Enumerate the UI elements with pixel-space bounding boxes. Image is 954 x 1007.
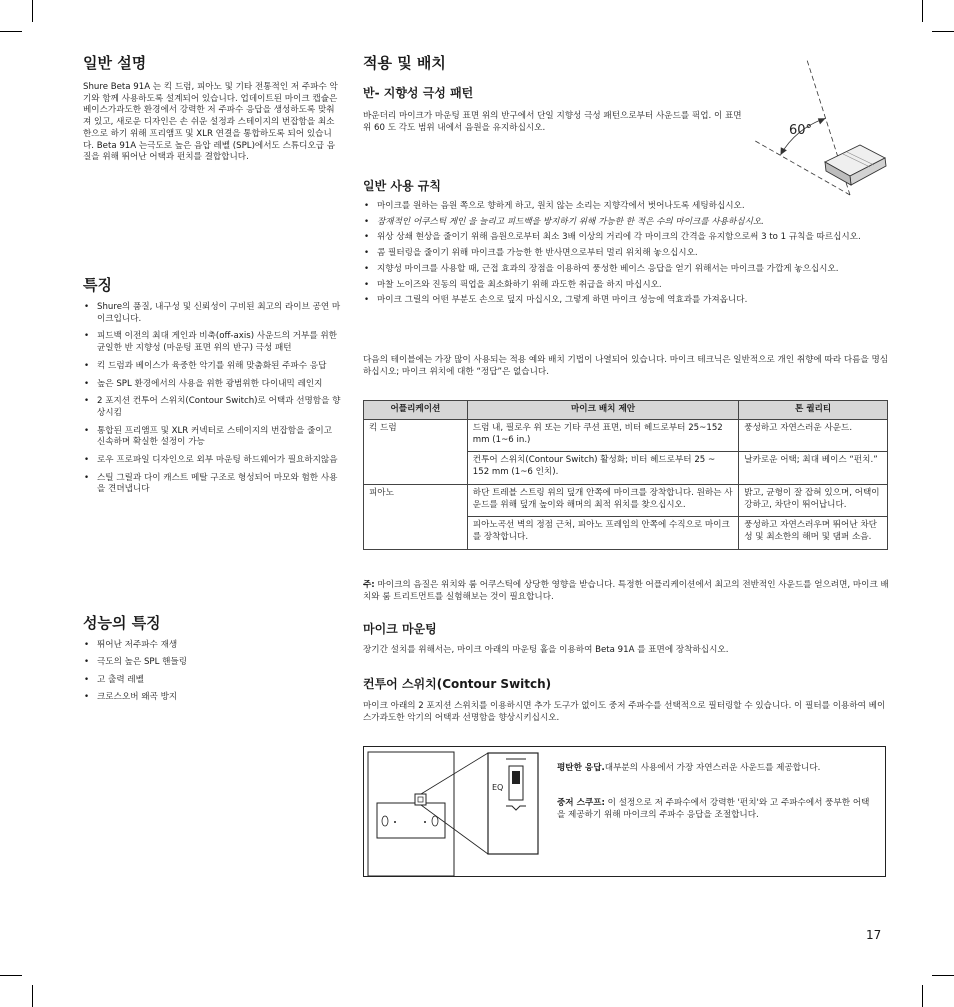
list-item: • Shure의 품질, 내구성 및 신뢰성이 구비된 최고의 라이브 공연 마이크입니다. bbox=[83, 302, 341, 325]
table-intro: 다음의 테이블에는 가장 많이 사용되는 적용 예와 배치 기법이 나열되어 있습니다. 마이크 테크닉은 일반적으로 개인 취향에 따라 다름을 명심하십시오; 마이크 위치에 대한 “정답”은 없습니다. bbox=[363, 355, 889, 377]
angle-label: 60° bbox=[789, 123, 813, 138]
arc-arrowhead bbox=[781, 147, 787, 155]
table-cell: 드럼 내, 필로우 위 또는 기타 쿠션 표면, 비터 헤드로부터 25~152 mm (1~6 in.) bbox=[467, 420, 738, 452]
list-item: • 콤 필터링을 줄이기 위해 마이크를 가능한 한 반사면으로부터 멀리 위치해 놓으십시오. bbox=[363, 248, 893, 260]
list-item: • 위상 상쇄 현상을 줄이기 위해 음원으로부터 최소 3배 이상의 거리에 각 마이크의 간격을 유지함으로써 3 to 1 규칙을 따르십시오. bbox=[363, 232, 893, 244]
rules-list bbox=[363, 201, 893, 307]
crop-mark bbox=[32, 985, 33, 1007]
crop-mark bbox=[0, 975, 22, 976]
list-item: • 고 출력 레벨 bbox=[83, 675, 341, 687]
flat-label: 평탄한 응답. bbox=[557, 763, 605, 773]
features-title: 특징 bbox=[83, 276, 112, 294]
list-item: • 로우 프로파일 디자인으로 외부 마운팅 하드웨어가 필요하지않음 bbox=[83, 455, 341, 467]
contour-switch-illustration bbox=[363, 746, 553, 877]
column-header: 톤 퀄리티 bbox=[739, 401, 888, 420]
table-cell: 풍성하고 자연스러운 사운드. bbox=[739, 420, 888, 452]
flat-response-text bbox=[557, 763, 873, 775]
scoop-response-text bbox=[557, 798, 873, 821]
list-item: • 피드백 이전의 최대 게인과 비축(off-axis) 사운드의 거부를 위한 균일한 반 지향성 (마운팅 표면 위의 반구) 극성 패턴 bbox=[83, 331, 341, 354]
note-text: 마이크의 음질은 위치와 룸 어쿠스틱에 상당한 영향을 받습니다. 특정한 어플리케이션에서 최고의 전반적인 사운드를 얻으려면, 마이크 배치와 룸 트리트먼트를 실험해보는 것이 필요합니다. bbox=[363, 580, 889, 602]
screw-dot bbox=[394, 821, 396, 823]
table-row bbox=[364, 420, 888, 452]
switch-marker bbox=[415, 794, 426, 805]
placement-table bbox=[363, 400, 888, 550]
crop-mark bbox=[922, 985, 923, 1007]
list-item: • 2 포지션 컨투어 스위치(Contour Switch)로 어택과 선명함을 향상시킴 bbox=[83, 396, 341, 419]
eq-label: EQ bbox=[492, 783, 504, 792]
table-cell: 피아노곡선 벽의 정점 근처, 피아노 프레임의 안쪽에 수직으로 마이크를 장착합니다. bbox=[467, 517, 738, 549]
list-item: • 지향성 마이크를 사용할 때, 근접 효과의 장점을 이용하여 풍성한 베이스 응답을 얻기 위해서는 마이크를 가깝게 놓으십시오. bbox=[363, 264, 893, 276]
performance-list bbox=[83, 640, 341, 704]
table-cell: 피아노 bbox=[364, 484, 468, 549]
mounting-title: 마이크 마운팅 bbox=[363, 622, 437, 636]
general-title: 일반 설명 bbox=[83, 54, 147, 72]
list-item: • 통합된 프리앰프 및 XLR 커넥터로 스테이지의 번잡함을 줄이고 신속하며 확실한 설정이 가능 bbox=[83, 426, 341, 449]
table-cell: 컨투어 스위치(Contour Switch) 활성화; 비터 헤드로부터 25 ~ 152 mm (1~6 인치). bbox=[467, 452, 738, 484]
polar-pattern-illustration bbox=[755, 55, 890, 215]
note-label: 주: bbox=[363, 580, 375, 590]
application-title: 적용 및 배치 bbox=[363, 54, 446, 72]
list-item: • 마이크를 원하는 음원 쪽으로 향하게 하고, 원치 않는 소리는 지향각에서 벗어나도록 세팅하십시오. bbox=[363, 201, 893, 213]
column-header: 마이크 배치 제안 bbox=[467, 401, 738, 420]
list-item: • 뛰어난 저주파수 재생 bbox=[83, 640, 341, 652]
table-cell: 하단 트레블 스트링 위의 덮개 안쪽에 마이크를 장착합니다. 원하는 사운드를 위해 덮개 높이와 해머의 최적 위치를 찾으십시오. bbox=[467, 484, 738, 516]
table-cell: 킥 드럼 bbox=[364, 420, 468, 485]
flat-description: 대부분의 사용에서 가장 자연스러운 사운드를 제공합니다. bbox=[604, 763, 821, 773]
list-item: • 극도의 높은 SPL 핸들링 bbox=[83, 657, 341, 669]
crop-mark bbox=[0, 31, 22, 32]
table-cell: 풍성하고 자연스러우며 뛰어난 차단성 및 최소한의 해머 및 댐퍼 소음. bbox=[739, 517, 888, 549]
cut-description: 이 설정으로 저 주파수에서 강력한 '펀치'와 고 주파수에서 풍부한 어택을 제공하기 위해 마이크의 주파수 응답을 조절합니다. bbox=[557, 798, 870, 820]
mounting-body: 장기간 설치를 위해서는, 마이크 아래의 마운팅 홀을 이용하여 Beta 91A 를 표면에 장착하십시오. bbox=[363, 645, 729, 655]
crop-mark bbox=[922, 0, 923, 22]
rules-title: 일반 사용 규칙 bbox=[363, 179, 441, 193]
features-list bbox=[83, 302, 341, 496]
pattern-heading: 반- 지향성 극성 패턴 bbox=[363, 86, 474, 100]
arc-arrowhead bbox=[818, 118, 826, 124]
list-item: • 마이크 그릴의 어떤 부분도 손으로 덮지 마십시오, 그렇게 하면 마이크 성능에 역효과를 가져옵니다. bbox=[363, 295, 893, 307]
screw-dot bbox=[424, 821, 426, 823]
pattern-body: 바운더리 마이크가 마운팅 표면 위의 반구에서 단일 지향성 극성 패턴으로부터 사운드를 픽업. 이 표면 위 60 도 각도 범위 내에서 음원을 유지하십시오. bbox=[363, 111, 742, 133]
page-number: 17 bbox=[866, 928, 882, 942]
list-item: • 크로스오버 왜곡 방지 bbox=[83, 692, 341, 704]
crop-mark bbox=[932, 975, 954, 976]
switch-toggle bbox=[512, 771, 520, 784]
list-item: • 스틸 그릴과 다이 캐스트 메탈 구조로 형성되어 마모와 험한 사용을 견뎌냅니다 bbox=[83, 473, 341, 496]
table-cell: 날카로운 어택; 최대 베이스 “펀치.” bbox=[739, 452, 888, 484]
cut-label: 중저 스쿠프: bbox=[557, 798, 605, 808]
contour-title: 컨투어 스위치(Contour Switch) bbox=[363, 677, 552, 691]
contour-body: 마이크 아래의 2 포지션 스위치를 이용하시면 추가 도구가 없이도 중저 주파수를 선택적으로 필터링할 수 있습니다. 이 필터를 이용하여 베이스가과도한 악기의 어택과 선명함을 향상시키십시오. bbox=[363, 701, 886, 723]
crop-mark bbox=[932, 31, 954, 32]
general-body: Shure Beta 91A 는 킥 드럼, 피아노 및 기타 전통적인 저 주파수 악기와 함께 사용하도록 설계되어 있습니다. 업데이트된 마이크 캡슐은 베이스가과도한 환경에서 강력한 저 주파수 응답을 생성하도록 맞춰져 있고, 새로운 디자인은 손 쉬운 설정과 스테이지의 번잡함을 최소한으로 하기 위해 프리앰프 및 XLR 연결을 통합하도록 되어 있습니다. Beta 91A 는극도로 높은 음압 레벨 (SPL)에서도 스튜디오급 음질을 위해 뛰어난 어택과 펀치를 결합합니다. bbox=[83, 82, 338, 163]
list-item: • 킥 드럼과 베이스가 육중한 악기를 위해 맞춤화된 주파수 응답 bbox=[83, 361, 341, 373]
performance-title: 성능의 특징 bbox=[83, 614, 161, 632]
table-row bbox=[364, 484, 888, 516]
list-item: • 높은 SPL 환경에서의 사용을 위한 광범위한 다이내믹 레인지 bbox=[83, 379, 341, 391]
column-header: 어플리케이션 bbox=[364, 401, 468, 420]
table-cell: 밝고, 균형이 잘 잡혀 있으며, 어택이 강하고, 차단이 뛰어납니다. bbox=[739, 484, 888, 516]
table-header-row bbox=[364, 401, 888, 420]
list-item: • 마찰 노이즈와 진동의 픽업을 최소화하기 위해 과도한 취급을 하지 마십시오. bbox=[363, 280, 893, 292]
mount-plate bbox=[377, 803, 445, 838]
crop-mark bbox=[32, 0, 33, 22]
note bbox=[363, 580, 893, 603]
list-item: • 잠재적인 어쿠스틱 게인 을 늘리고 피드백을 방지하기 위해 가능한 한 적은 수의 마이크를 사용하십시오. bbox=[363, 217, 893, 229]
